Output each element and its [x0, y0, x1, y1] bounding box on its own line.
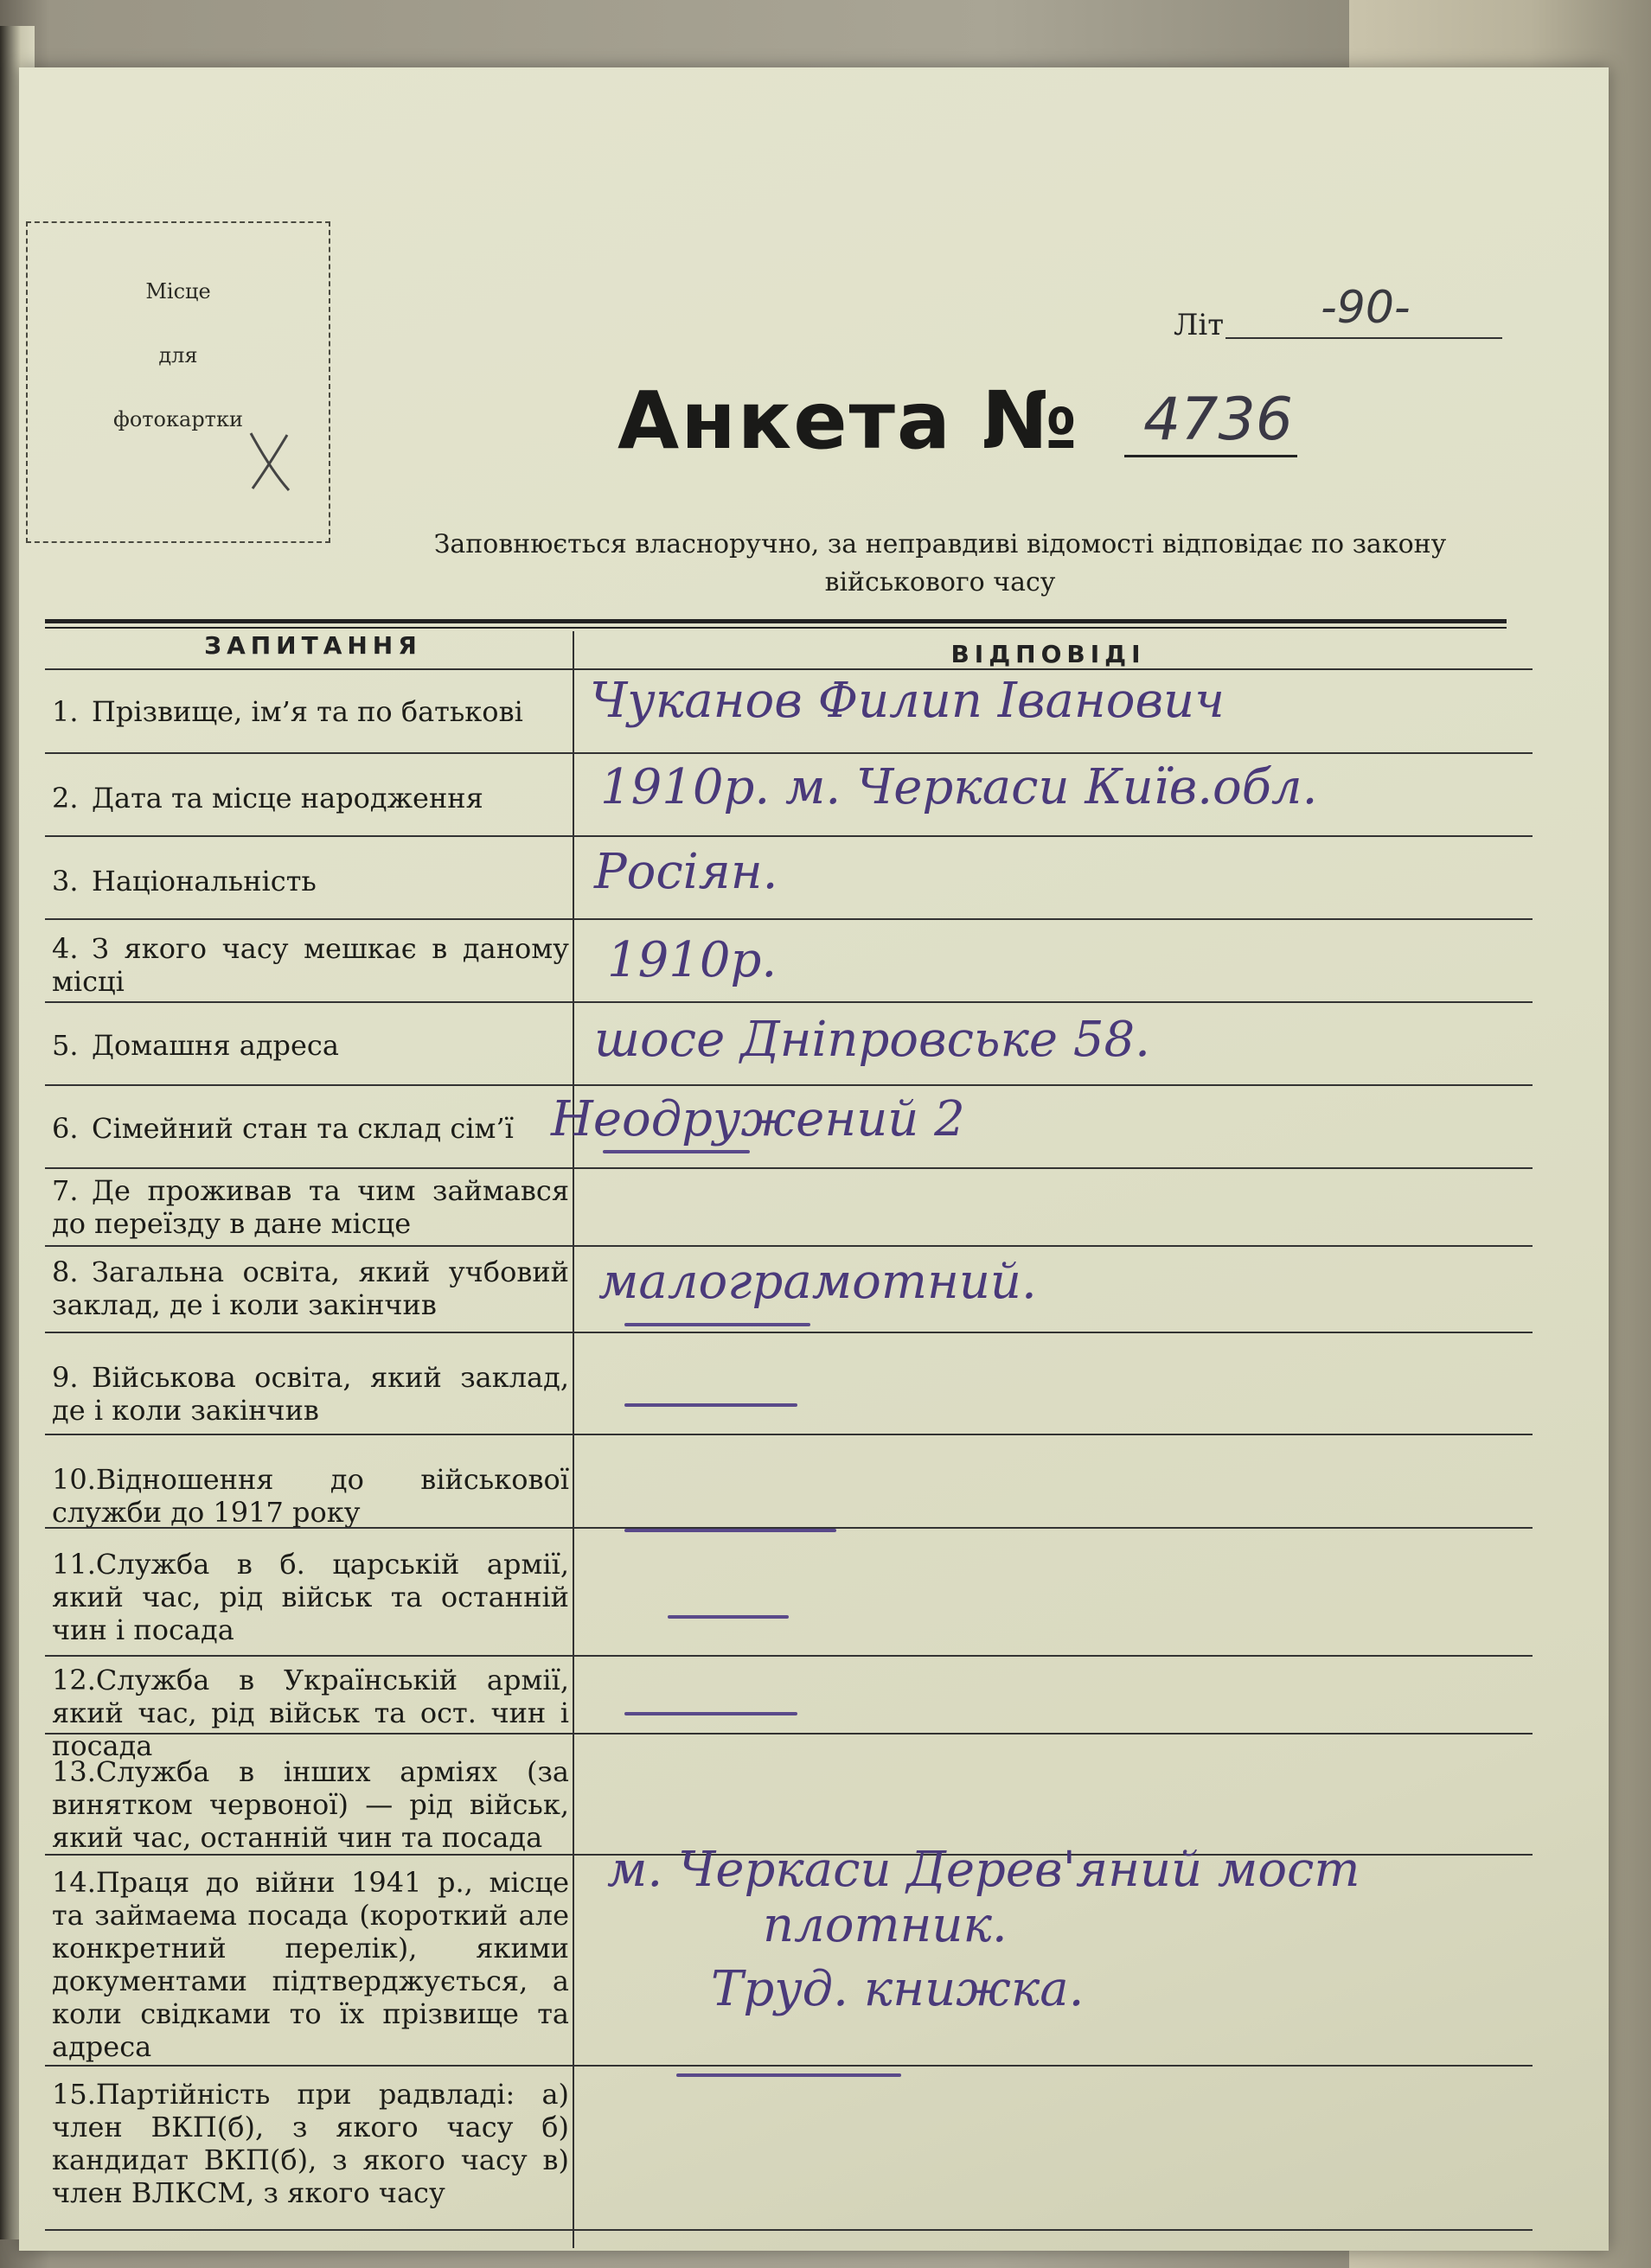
question-8: 8. Загальна освіта, який учбовий заклад, де і коли закінчив	[52, 1255, 569, 1321]
question-4: 4. З якого часу мешкає в даному місці	[52, 932, 569, 998]
question-11: 11.Служба в б. царській армії, який час, рід військ та останній чин і посада	[52, 1548, 569, 1646]
question-6: 6. Сімейний стан та склад сім’ї	[52, 1112, 514, 1145]
question-3: 3. Національність	[52, 865, 317, 898]
answer-14-line-2: плотник.	[763, 1897, 1008, 1953]
header-rule	[45, 619, 1507, 623]
lit-underline	[1225, 337, 1502, 339]
answer-14-line-1: м. Черкаси Дерев'яний мост	[607, 1842, 1360, 1898]
row-line	[45, 918, 1533, 920]
answer-4: 1910р.	[607, 932, 778, 988]
handwritten-x-mark	[244, 426, 296, 495]
header-rule-thin	[45, 627, 1507, 629]
question-9: 9. Військова освіта, який заклад, де і коли закінчив	[52, 1361, 569, 1427]
answer-3: Росіян.	[594, 844, 778, 900]
row-line	[45, 1167, 1533, 1169]
photo-label-line-2: для	[158, 343, 198, 367]
question-5: 5. Домашня адреса	[52, 1029, 339, 1062]
row-line	[45, 752, 1533, 754]
header-answers: ВІДПОВІДІ	[950, 640, 1146, 668]
row-line	[45, 1001, 1533, 1003]
column-separator	[573, 631, 574, 2248]
form-page	[19, 67, 1609, 2251]
question-1: 1. Прізвище, ім’я та по батькові	[52, 695, 523, 728]
form-number: 4736	[1143, 386, 1294, 454]
question-15: 15.Партійність при радвладі: а) член ВКП(б), з якого часу б) кандидат ВКП(б), з якого часу в) член ВЛКСМ, з якого часу	[52, 2078, 569, 2209]
row-line	[45, 1245, 1533, 1247]
answer-6: Неодружений 2	[551, 1091, 965, 1147]
question-14: 14.Праця до війни 1941 р., місце та займаема посада (короткий але конкретний перелік), якими документами підтверджується, а коли свідками то їх прізвище та адреса	[52, 1866, 569, 2063]
row-line	[45, 1733, 1533, 1735]
answer-10-dash	[624, 1403, 797, 1407]
question-2: 2. Дата та місце народження	[52, 782, 483, 815]
answer-11-dash	[624, 1529, 836, 1532]
photo-placeholder	[26, 221, 330, 543]
photo-label-line-3: фотокартки	[113, 407, 243, 431]
answer-2: 1910р. м. Черкаси Київ.обл.	[600, 759, 1318, 815]
answer-15-dash	[676, 2073, 901, 2077]
question-10: 10.Відношення до військової служби до 1917 року	[52, 1463, 569, 1529]
question-7: 7. Де проживав та чим займався до переїзду в дане місце	[52, 1174, 569, 1240]
row-line	[45, 1332, 1533, 1333]
lit-value: -90-	[1321, 282, 1411, 334]
row-line	[45, 2229, 1533, 2231]
row-line	[45, 1434, 1533, 1435]
form-number-underline	[1124, 455, 1297, 457]
answer-14-line-3: Труд. книжка.	[711, 1961, 1085, 2017]
answer-1: Чуканов Филип Іванович	[590, 673, 1225, 729]
answer-5: шосе Дніпровське 58.	[594, 1012, 1150, 1068]
answer-13-dash	[624, 1712, 797, 1715]
form-title: Анкета №	[618, 374, 1079, 467]
lit-label: Літ	[1174, 308, 1225, 342]
row-line	[45, 835, 1533, 837]
answer-9-dash	[624, 1323, 810, 1326]
row-line	[45, 1655, 1533, 1657]
row-line	[45, 668, 1533, 670]
header-questions: ЗАПИТАННЯ	[204, 631, 422, 660]
row-line	[45, 1084, 1533, 1086]
answer-7-dash	[603, 1150, 750, 1153]
form-subtitle: Заповнюється власноручно, за неправдиві відомості відповідає по закону військового часу	[433, 529, 1447, 597]
row-line	[45, 2065, 1533, 2067]
answer-12-dash	[668, 1615, 789, 1619]
answer-8: малограмотний.	[598, 1254, 1037, 1310]
question-13: 13.Служба в інших арміях (за винятком червоної) — рід військ, який час, останній чин та посада	[52, 1755, 569, 1854]
question-12: 12.Служба в Українській армії, який час, рід військ та ост. чин і посада	[52, 1664, 569, 1762]
photo-label-line-1: Місце	[145, 279, 211, 303]
